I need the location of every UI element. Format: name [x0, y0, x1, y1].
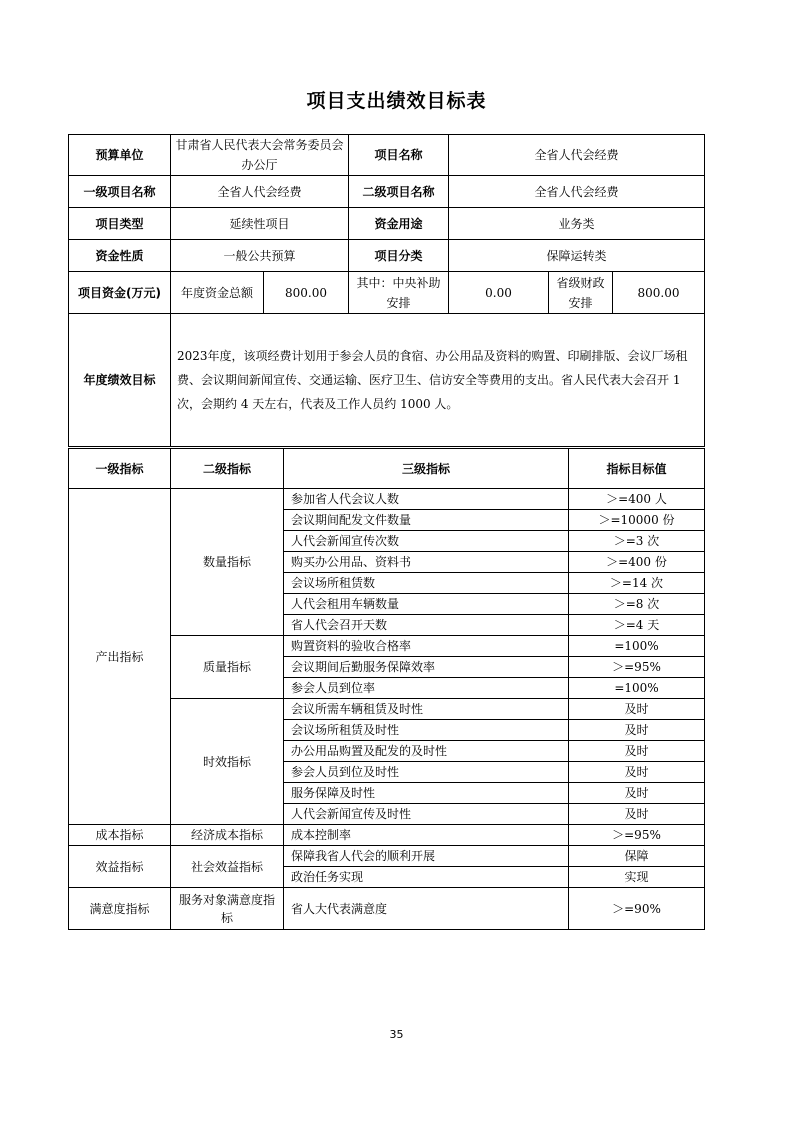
indicator-name: 购置资料的验收合格率: [284, 636, 569, 657]
group-quantity: 数量指标: [171, 489, 284, 636]
indicator-value: 实现: [569, 867, 705, 888]
budget-unit-value: 甘肃省人民代表大会常务委员会办公厅: [171, 135, 349, 176]
provincial-value: 800.00: [613, 272, 705, 314]
project-category-label: 项目分类: [349, 240, 449, 272]
indicator-value: 及时: [569, 720, 705, 741]
fund-nature-value: 一般公共预算: [171, 240, 349, 272]
indicator-value: ＞=400 人: [569, 489, 705, 510]
indicator-value: 及时: [569, 762, 705, 783]
level1-name-label: 一级项目名称: [69, 176, 171, 208]
indicator-name: 会议场所租赁数: [284, 573, 569, 594]
performance-indicator-table: [68, 448, 705, 930]
indicator-name: 会议期间配发文件数量: [284, 510, 569, 531]
project-type-value: 延续性项目: [171, 208, 349, 240]
indicator-value: ＞=95%: [569, 657, 705, 678]
indicator-value: ＞=95%: [569, 825, 705, 846]
group-service-satisfaction: 服务对象满意度指标: [171, 888, 284, 930]
project-type-label: 项目类型: [69, 208, 171, 240]
fund-use-label: 资金用途: [349, 208, 449, 240]
fund-nature-label: 资金性质: [69, 240, 171, 272]
indicator-name: 人代会新闻宣传次数: [284, 531, 569, 552]
header-level2: 二级指标: [171, 449, 284, 489]
provincial-label: 省级财政安排: [549, 272, 613, 314]
fund-use-value: 业务类: [449, 208, 705, 240]
project-name-value: 全省人代会经费: [449, 135, 705, 176]
header-level3: 三级指标: [284, 449, 569, 489]
indicator-value: ＞=10000 份: [569, 510, 705, 531]
group-output: 产出指标: [69, 489, 171, 825]
header-level1: 一级指标: [69, 449, 171, 489]
level1-name-value: 全省人代会经费: [171, 176, 349, 208]
indicator-value: =100%: [569, 678, 705, 699]
project-name-label: 项目名称: [349, 135, 449, 176]
annual-goal-label: 年度绩效目标: [69, 314, 171, 447]
indicator-name: 政治任务实现: [284, 867, 569, 888]
group-benefit: 效益指标: [69, 846, 171, 888]
indicator-value: 及时: [569, 741, 705, 762]
indicator-name: 服务保障及时性: [284, 783, 569, 804]
header-target: 指标目标值: [569, 449, 705, 489]
indicator-value: ＞=400 份: [569, 552, 705, 573]
group-economic-cost: 经济成本指标: [171, 825, 284, 846]
indicator-value: ＞=14 次: [569, 573, 705, 594]
page-number: 35: [389, 1028, 404, 1041]
page-title: 项目支出绩效目标表: [306, 90, 487, 112]
project-info-table: [68, 134, 705, 447]
indicator-name: 成本控制率: [284, 825, 569, 846]
indicator-name: 参加省人代会议人数: [284, 489, 569, 510]
group-quality: 质量指标: [171, 636, 284, 699]
indicator-name: 参会人员到位率: [284, 678, 569, 699]
indicator-name: 会议期间后勤服务保障效率: [284, 657, 569, 678]
indicator-name: 人代会新闻宣传及时性: [284, 804, 569, 825]
group-timeliness: 时效指标: [171, 699, 284, 825]
indicator-value: ＞=90%: [569, 888, 705, 930]
group-satisfaction: 满意度指标: [69, 888, 171, 930]
indicator-name: 购买办公用品、资料书: [284, 552, 569, 573]
indicator-value: 及时: [569, 783, 705, 804]
indicator-name: 会议所需车辆租赁及时性: [284, 699, 569, 720]
indicator-value: =100%: [569, 636, 705, 657]
indicator-value: 保障: [569, 846, 705, 867]
level2-name-label: 二级项目名称: [349, 176, 449, 208]
indicator-value: ＞=4 天: [569, 615, 705, 636]
central-subsidy-value: 0.00: [449, 272, 549, 314]
indicator-name: 会议场所租赁及时性: [284, 720, 569, 741]
annual-total-label: 年度资金总额: [171, 272, 264, 314]
central-subsidy-label: 其中：中央补助安排: [349, 272, 449, 314]
indicator-value: 及时: [569, 804, 705, 825]
indicator-name: 参会人员到位及时性: [284, 762, 569, 783]
budget-unit-label: 预算单位: [69, 135, 171, 176]
indicator-value: ＞=8 次: [569, 594, 705, 615]
indicator-name: 保障我省人代会的顺利开展: [284, 846, 569, 867]
annual-total-value: 800.00: [264, 272, 349, 314]
level2-name-value: 全省人代会经费: [449, 176, 705, 208]
indicator-value: 及时: [569, 699, 705, 720]
group-cost: 成本指标: [69, 825, 171, 846]
indicator-name: 办公用品购置及配发的及时性: [284, 741, 569, 762]
annual-goal-text: 2023年度，该项经费计划用于参会人员的食宿、办公用品及资料的购置、印刷排版、会议厂场租费、会议期间新闻宣传、交通运输、医疗卫生、信访安全等费用的支出。省人民代表大会召开 1 次，会期约 4 天左右，代表及工作人员约 1000 人。: [171, 314, 705, 447]
project-category-value: 保障运转类: [449, 240, 705, 272]
indicator-name: 省人代会召开天数: [284, 615, 569, 636]
indicator-value: ＞=3 次: [569, 531, 705, 552]
indicator-name: 省人大代表满意度: [284, 888, 569, 930]
indicator-name: 人代会租用车辆数量: [284, 594, 569, 615]
group-social-benefit: 社会效益指标: [171, 846, 284, 888]
funds-label: 项目资金(万元): [69, 272, 171, 314]
